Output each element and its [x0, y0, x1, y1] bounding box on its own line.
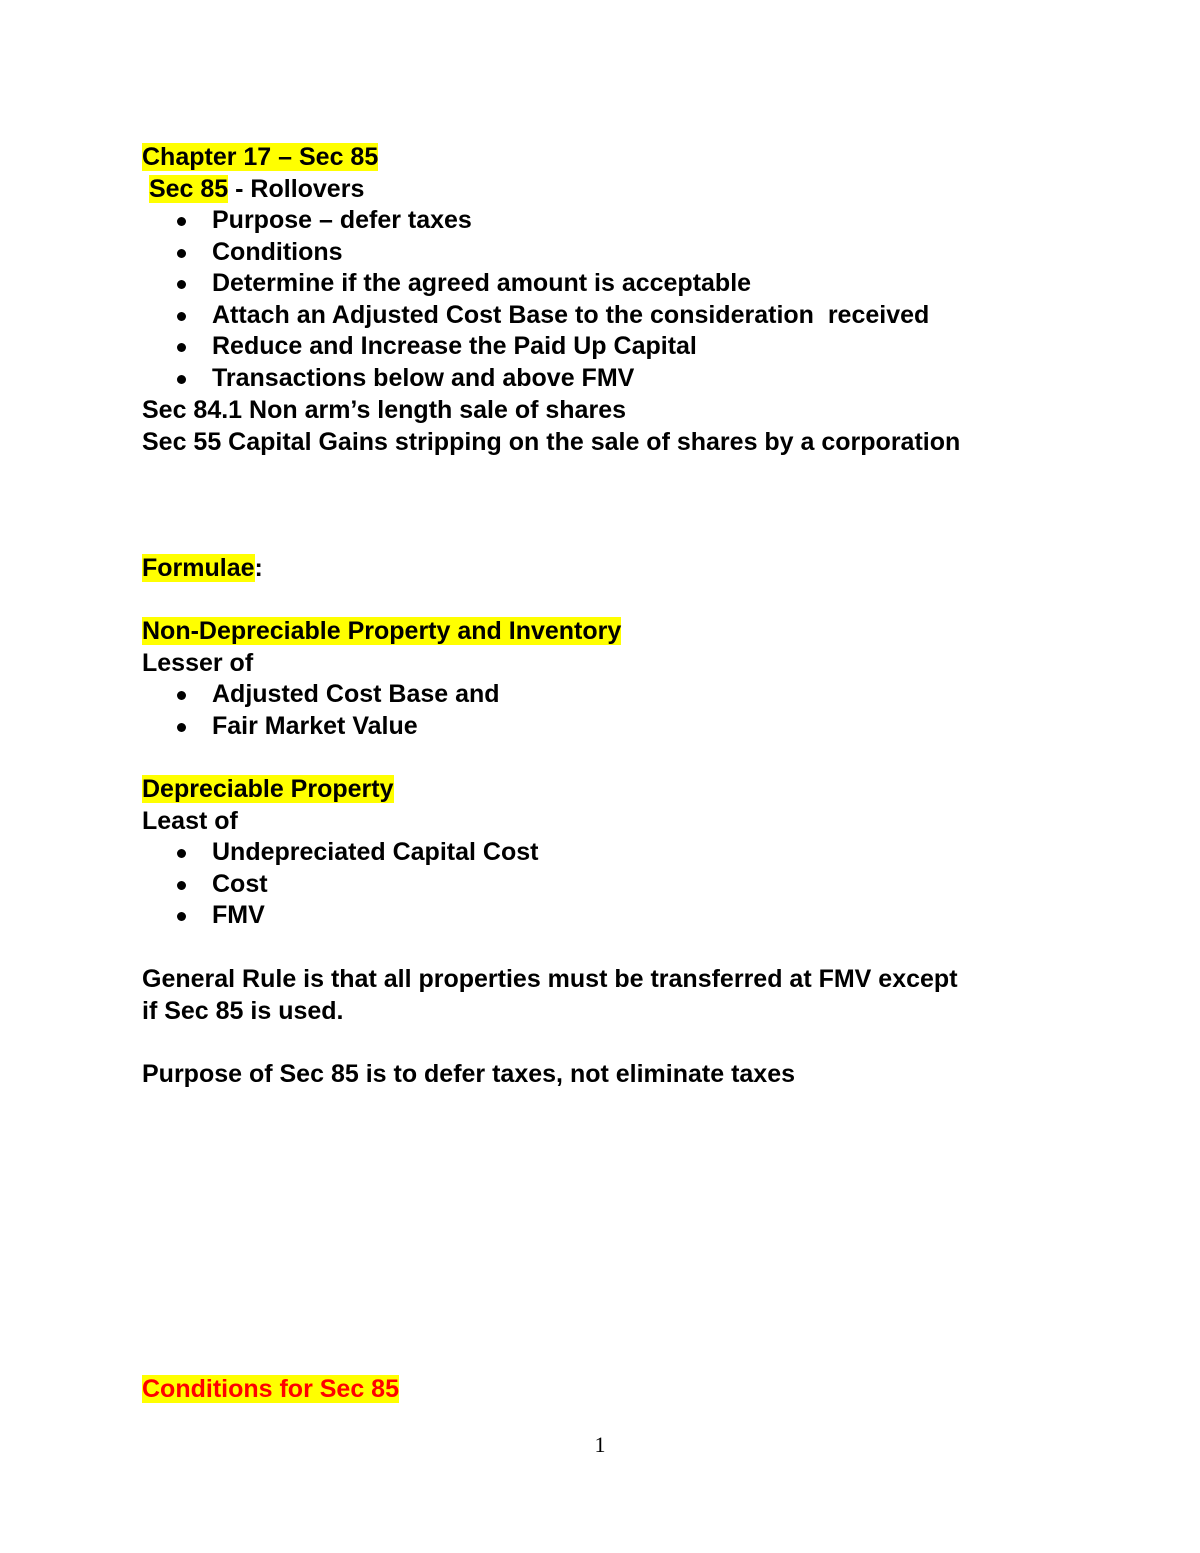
list-item-text: Cost: [212, 869, 268, 898]
bullet-icon: [177, 912, 186, 921]
bullet-icon: [177, 881, 186, 890]
bullet-icon: [177, 691, 186, 700]
general-rule-line-1: General Rule is that all properties must be transferred at FMV except: [142, 965, 958, 993]
list-item-text: Undepreciated Capital Cost: [212, 838, 539, 866]
non-depreciable-list: [142, 679, 500, 742]
list-item: [142, 869, 538, 901]
bullet-icon: [177, 312, 186, 321]
bullet-icon: [177, 849, 186, 858]
formulae-highlight: Formulae: [142, 554, 255, 582]
list-item: [142, 237, 929, 269]
list-item: [142, 900, 538, 932]
depreciable-heading-text: Depreciable Property: [142, 775, 394, 803]
depreciable-list: [142, 837, 538, 932]
conditions-heading-text: Conditions for Sec 85: [142, 1375, 399, 1403]
purpose-line: Purpose of Sec 85 is to defer taxes, not eliminate taxes: [142, 1060, 796, 1088]
list-item-text: Attach an Adjusted Cost Base to the consideration received: [212, 300, 930, 329]
list-item-text: Reduce and Increase the Paid Up Capital: [212, 332, 697, 361]
list-item-text: Conditions: [212, 237, 343, 266]
list-item: [142, 300, 929, 332]
non-depreciable-heading: [142, 615, 621, 647]
list-item: [142, 679, 500, 711]
non-depreciable-heading-text: Non-Depreciable Property and Inventory: [142, 617, 622, 645]
bullet-icon: [177, 343, 186, 352]
page-number: 1: [594, 1432, 606, 1457]
list-item-text: Determine if the agreed amount is acceptable: [212, 269, 752, 298]
list-item-text: Adjusted Cost Base and: [212, 680, 500, 708]
list-item: [142, 837, 538, 869]
bullet-icon: [177, 217, 186, 226]
list-item: [142, 363, 929, 395]
list-item: [142, 711, 500, 743]
depreciable-heading: [142, 773, 394, 805]
general-rule-line-2: if Sec 85 is used.: [142, 997, 344, 1025]
bullet-icon: [177, 249, 186, 258]
bullet-icon: [177, 375, 186, 384]
list-item: [142, 205, 929, 237]
depreciable-lead: Least of: [142, 807, 238, 835]
sec85-heading-rest: - Rollovers: [228, 175, 365, 203]
sec85-heading-highlight: Sec 85: [148, 175, 229, 203]
list-item-text: Transactions below and above FMV: [212, 363, 635, 392]
chapter-title: [142, 141, 378, 173]
list-item-text: FMV: [212, 901, 265, 930]
chapter-title-text: Chapter 17 – Sec 85: [142, 143, 379, 171]
sec85-heading: [142, 173, 364, 205]
formulae-heading: [142, 552, 263, 584]
sec85-points-list: [142, 205, 929, 395]
bullet-icon: [177, 280, 186, 289]
list-item-text: Fair Market Value: [212, 711, 418, 740]
bullet-icon: [177, 723, 186, 732]
sec55-line: Sec 55 Capital Gains stripping on the sale of shares by a corporation: [142, 428, 961, 456]
formulae-rest: :: [254, 554, 263, 582]
non-depreciable-lead: Lesser of: [142, 649, 254, 677]
conditions-heading: [142, 1373, 399, 1405]
list-item: [142, 268, 929, 300]
list-item: [142, 331, 929, 363]
sec84-line: Sec 84.1 Non arm’s length sale of shares: [142, 396, 626, 424]
list-item-text: Purpose – defer taxes: [212, 206, 472, 234]
